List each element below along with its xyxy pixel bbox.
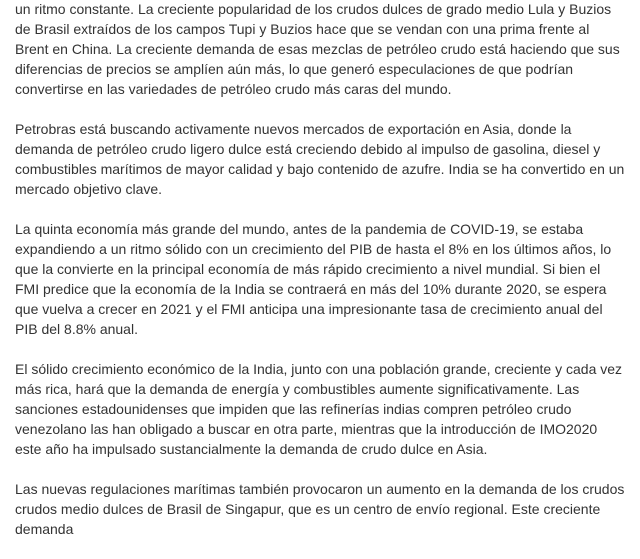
article-paragraph-4: El sólido crecimiento económico de la India, junto con una población grande, creciente y cada vez más rica, hará que la demanda de energía y combustibles aumente significativamente. Las sanciones estadounidenses que impiden que las refinerías indias compren petróleo crudo venezolano las han obligado a buscar en otra parte, mientras que la introducción de IMO2020 este año ha impulsado sustancialmente la demanda de crudo dulce en Asia. bbox=[15, 361, 623, 457]
article-paragraph-1: un ritmo constante. La creciente popularidad de los crudos dulces de grado medio Lula y Buzios de Brasil extraídos de los campos Tupi y Buzios hace que se vendan con una prima frente al Brent en China. La creciente demanda de esas mezclas de petróleo crudo está haciendo que sus diferencias de precios se amplíen aún más, lo que generó especulaciones de que podrían convertirse en las variedades de petróleo crudo más caras del mundo. bbox=[15, 1, 620, 97]
article-body bbox=[15, 0, 625, 559]
article-paragraph-5: Las nuevas regulaciones marítimas también provocaron un aumento en la demanda de los crudos crudos medio dulces de Brasil de Singapur, que es un centro de envío regional. Este creciente demanda bbox=[15, 481, 625, 537]
article-paragraph-3: La quinta economía más grande del mundo, antes de la pandemia de COVID-19, se estaba expandiendo a un ritmo sólido con un crecimiento del PIB de hasta el 8% en los últimos años, lo que la convierte en la principal economía de más rápido crecimiento a nivel mundial. Si bien el FMI predice que la economía de la India se contraerá en más del 10% durante 2020, se espera que vuelva a crecer en 2021 y el FMI anticipa una impresionante tasa de crecimiento anual del PIB del 8.8% anual. bbox=[15, 221, 612, 337]
article-paragraph-2: Petrobras está buscando activamente nuevos mercados de exportación en Asia, donde la demanda de petróleo crudo ligero dulce está creciendo debido al impulso de gasolina, diesel y combustibles marítimos de mayor calidad y bajo contenido de azufre. India se ha convertido en un mercado objetivo clave. bbox=[15, 121, 625, 197]
